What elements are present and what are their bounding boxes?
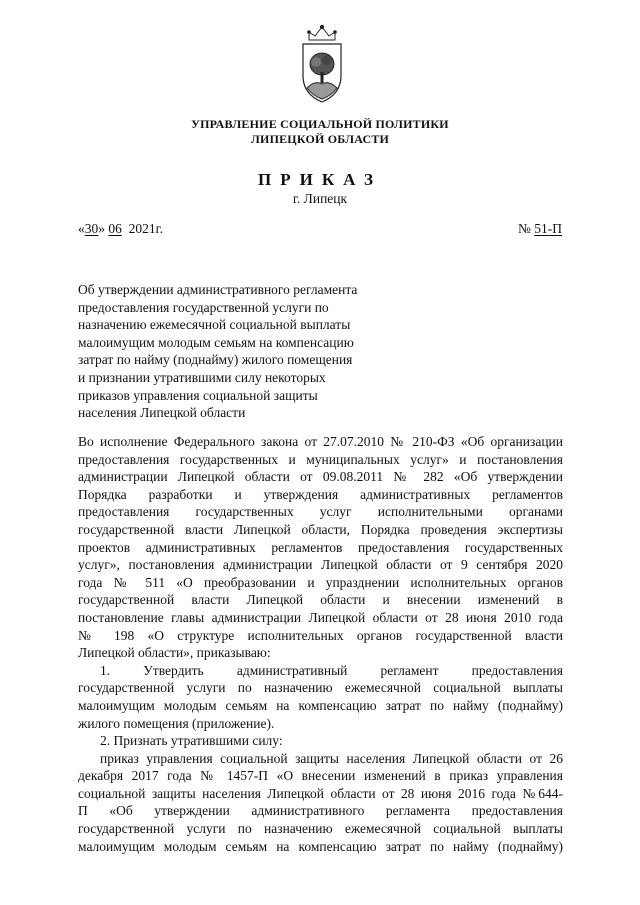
date-year: 2021г. [128, 221, 164, 236]
number-label: № [517, 221, 531, 236]
body-line: малоимущим молодым семьям на компенсацию затрат по найму (поднайму) [78, 697, 563, 713]
body-line: социальной защиты населения Липецкой области от 28 июня 2016 года №644- [78, 785, 563, 801]
subject-line: затрат по найму (поднайму) жилого помещения [78, 352, 353, 368]
coat-of-arms-icon [295, 24, 349, 106]
body-line: 2. Признать утратившими силу: [100, 733, 283, 749]
body-line: года № 511 «О преобразовании и упразднении исполнительных органов [78, 574, 563, 590]
organization-name-line2: ЛИПЕЦКОЙ ОБЛАСТИ [250, 132, 390, 146]
date-day: 30 [84, 221, 99, 236]
body-line: постановление главы администрации Липецкой области от 28 июня 2010 года [78, 609, 563, 625]
body-line: администрации Липецкой области от 09.08.2011 № 282 «Об утверждении [78, 469, 563, 485]
subject-line: малоимущим молодым семьям на компенсацию [78, 334, 354, 350]
subject-line: Об утверждении административного регламента [78, 282, 358, 297]
body-line: П «Об утверждении административного регламента предоставления [78, 803, 563, 819]
organization-name-line1: УПРАВЛЕНИЕ СОЦИАЛЬНОЙ ПОЛИТИКИ [191, 117, 449, 131]
body-line: государственной власти Липецкой области и внесении изменений в [78, 592, 563, 608]
body-line: государственной услуги по назначению ежемесячной социальной выплаты [78, 821, 563, 837]
body-line: декабря 2017 года № 1457-П «О внесении изменений в приказ управления [78, 768, 563, 784]
subject-line: приказов управления социальной защиты [78, 387, 318, 403]
body-line: предоставления государственных услуг исполнительными органами [78, 504, 563, 520]
document-date [78, 221, 163, 237]
subject-line: назначению ежемесячной социальной выплаты [78, 317, 351, 333]
body-line: № 198 «О структуре исполнительных органов государственной власти [78, 627, 563, 643]
body-line: предоставления государственных и муниципальных услуг» и постановления [78, 451, 563, 467]
body-line: Во исполнение Федерального закона от 27.07.2010 № 210-ФЗ «Об организации [78, 434, 563, 449]
subject-line: населения Липецкой области [78, 405, 246, 421]
body-line: государственной власти Липецкой области, Порядка проведения экспертизы [78, 521, 563, 537]
date-close-quote: » [98, 221, 105, 236]
body-line: жилого помещения (приложение). [78, 715, 275, 731]
date-open-quote: « [78, 221, 85, 236]
body-line: Липецкой области», приказываю: [78, 645, 271, 661]
body-line: 1. Утвердить административный регламент предоставления [100, 662, 563, 678]
subject-line: предоставления государственной услуги по [78, 299, 329, 315]
date-month: 06 [108, 221, 122, 236]
body-line: проектов административных регламентов предоставления государственных [78, 539, 563, 555]
body-line: малоимущим молодым семьям на компенсацию затрат по найму (поднайму) [78, 838, 563, 854]
subject-line: и признании утратившими силу некоторых [78, 369, 326, 385]
body-line: услуг», постановления администрации Липецкой области от 9 сентября 2020 [78, 557, 563, 573]
body-line: Порядка разработки и утверждения административных регламентов [78, 486, 563, 502]
body-line: государственной услуги по назначению ежемесячной социальной выплаты [78, 680, 563, 696]
document-body [78, 433, 563, 855]
body-line: приказ управления социальной защиты населения Липецкой области от 26 [100, 750, 563, 766]
document-subject [78, 281, 408, 422]
number-value: 51-П [534, 221, 562, 236]
document-title: ПРИКАЗ [258, 170, 382, 189]
document-city: г. Липецк [292, 191, 348, 206]
document-number [518, 221, 562, 237]
